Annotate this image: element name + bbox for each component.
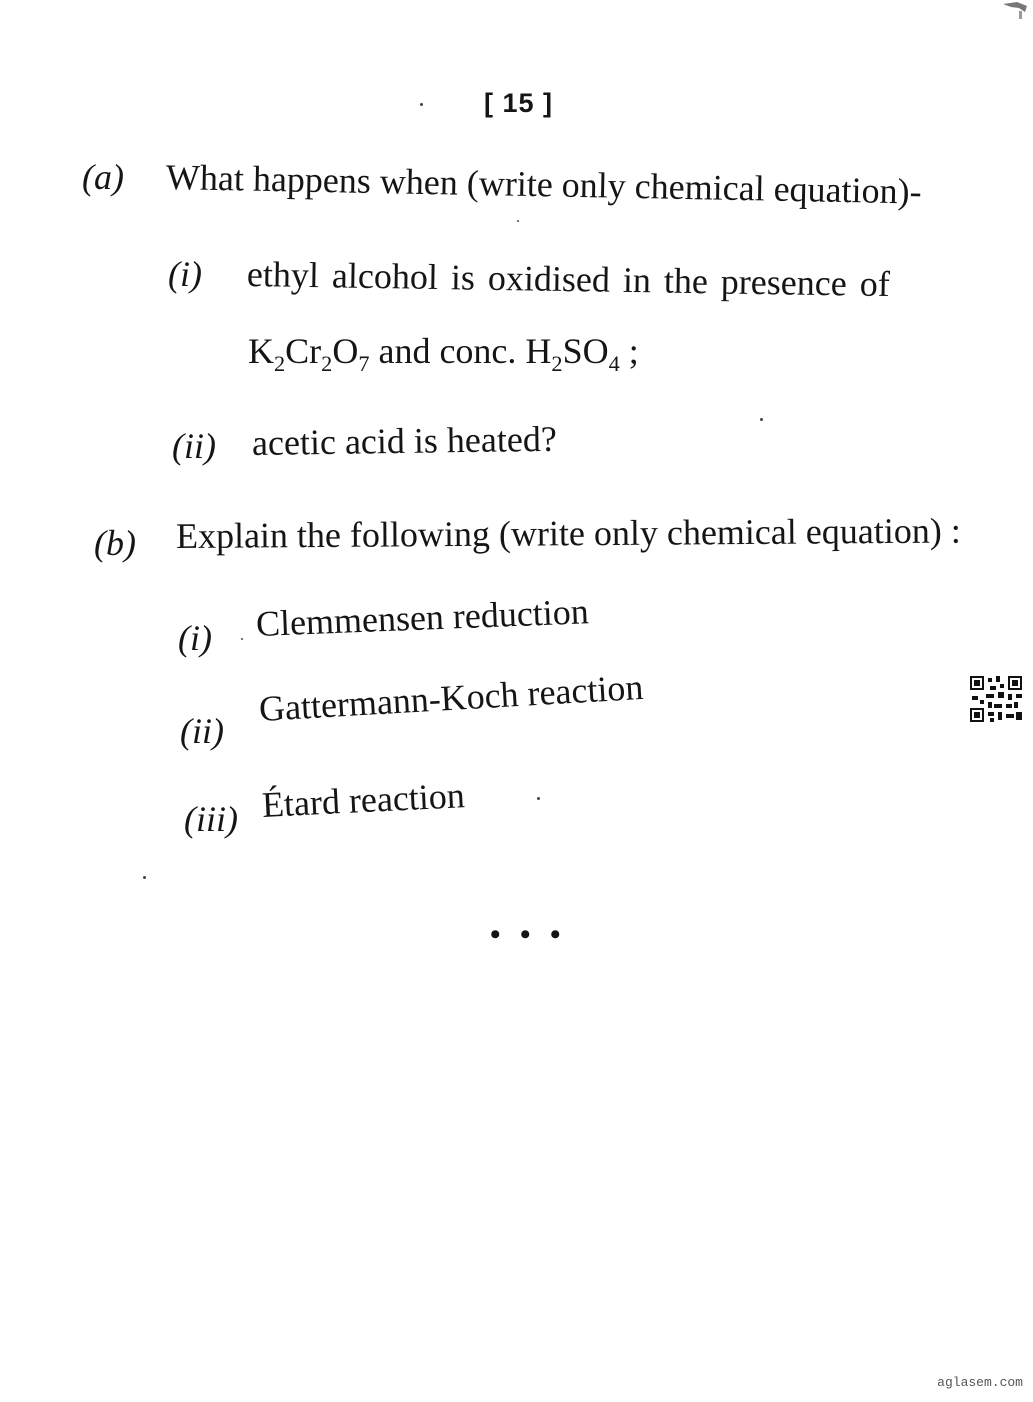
question-a-part-i-text: ethyl alcohol is oxidised in the presence of [246, 254, 891, 305]
question-b-text: Explain the following (write only chemical equation) : [175, 510, 961, 556]
scan-speck [760, 418, 763, 421]
question-a-label: (a) [82, 157, 124, 197]
question-b-part-ii-text: Gattermann-Koch reaction [257, 666, 645, 729]
question-b-part-iii-label: (iii) [184, 799, 238, 839]
qr-code-icon [970, 676, 1022, 722]
question-a-part-i-label: (i) [168, 254, 202, 294]
h2so4-formula: $H_2SO_4$ [525, 331, 620, 376]
footer-watermark: aglasem.com [937, 1375, 1023, 1390]
question-a-text: What happens when (write only chemical equation)- [165, 157, 922, 212]
scan-speck [420, 103, 423, 106]
question-b-label: (b) [94, 523, 136, 563]
question-b-part-i-label: (i) [178, 618, 212, 658]
question-a-part-ii-label: (ii) [172, 426, 216, 466]
chemical-formula-line [248, 330, 639, 376]
page-number: [ 15 ] [484, 88, 554, 118]
scan-speck [537, 797, 540, 800]
and-conc-text: and conc. [378, 331, 517, 371]
end-of-paper-marker: • • • [490, 918, 567, 951]
question-a-part-ii-text: acetic acid is heated? [251, 418, 558, 463]
question-b-part-i-text: Clemmensen reduction [255, 591, 590, 644]
formula-end-punctuation: ; [628, 331, 639, 371]
question-b-part-iii-text: Étard reaction [261, 775, 466, 825]
k2cr2o7-formula: $K_2Cr_2O_7$ [248, 331, 370, 376]
question-b-part-ii-label: (ii) [180, 711, 224, 751]
scan-corner-mark [1003, 2, 1027, 20]
scan-speck [241, 638, 243, 640]
scan-speck [143, 876, 146, 879]
scan-speck [517, 220, 519, 222]
